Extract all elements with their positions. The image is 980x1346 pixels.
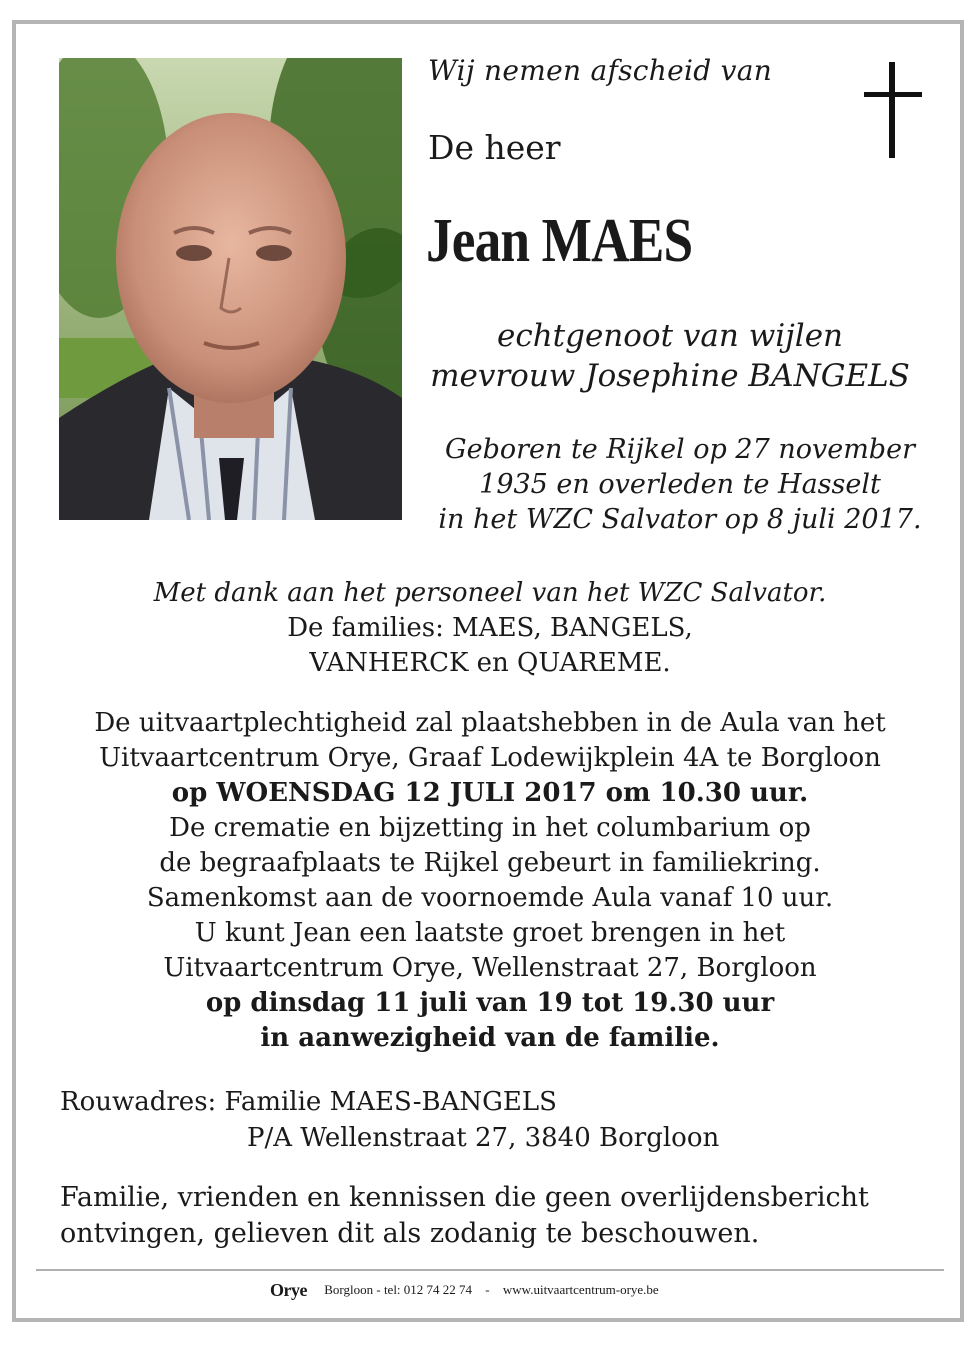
ceremony-line: De crematie en bijzetting in het columbarium op <box>169 813 811 843</box>
footer <box>270 1280 669 1301</box>
intro-text: Wij nemen afscheid van <box>428 54 773 87</box>
portrait-photo <box>59 58 402 520</box>
visitation-date: op dinsdag 11 juli van 19 tot 19.30 uur <box>205 988 775 1018</box>
families-line: De families: MAES, BANGELS, <box>287 613 693 643</box>
spouse-line: echtgenoot van wijlen <box>496 318 844 354</box>
footer-divider <box>36 1269 944 1271</box>
ceremony-date: op WOENSDAG 12 JULI 2017 om 10.30 uur. <box>171 778 809 808</box>
deceased-name: Jean MAES <box>426 207 693 275</box>
ceremony-line: Uitvaartcentrum Orye, Graaf Lodewijkplein 4A te Borgloon <box>99 743 881 773</box>
footer-website[interactable]: www.uitvaartcentrum-orye.be <box>502 1282 659 1297</box>
birth-line: Geboren te Rijkel op 27 november <box>445 434 915 465</box>
spouse-block <box>410 316 930 396</box>
thanks-line: Met dank aan het personeel van het WZC Salvator. <box>153 578 827 608</box>
thanks-block <box>40 576 940 681</box>
closing-line: ontvingen, gelieven dit als zodanig te beschouwen. <box>60 1218 760 1249</box>
ceremony-block <box>20 706 960 1056</box>
address-line: P/A Wellenstraat 27, 3840 Borgloon <box>247 1123 720 1153</box>
ceremony-line: Samenkomst aan de voornoemde Aula vanaf 10 uur. <box>146 883 834 913</box>
footer-phone: Borgloon - tel: 012 74 22 74 <box>324 1282 473 1297</box>
ceremony-line: Uitvaartcentrum Orye, Wellenstraat 27, Borgloon <box>163 953 817 983</box>
footer-separator: - <box>485 1282 490 1297</box>
closing-line: Familie, vrienden en kennissen die geen overlijdensbericht <box>60 1182 869 1213</box>
families-line: VANHERCK en QUAREME. <box>309 648 671 678</box>
funeral-home-logo: Orye <box>270 1280 307 1300</box>
mourning-address <box>60 1084 719 1156</box>
birth-block <box>410 432 950 537</box>
visitation-note: in aanwezigheid van de familie. <box>260 1023 720 1053</box>
ceremony-line: De uitvaartplechtigheid zal plaatshebben in de Aula van het <box>94 708 886 738</box>
spouse-line: mevrouw Josephine BANGELS <box>430 358 910 394</box>
closing-text <box>60 1180 869 1252</box>
ceremony-line: de begraafplaats te Rijkel gebeurt in familiekring. <box>159 848 821 878</box>
birth-line: 1935 en overleden te Hasselt <box>479 469 881 500</box>
title-text: De heer <box>428 128 561 167</box>
ceremony-line: U kunt Jean een laatste groet brengen in het <box>194 918 786 948</box>
cross-icon <box>864 62 922 158</box>
address-line: Rouwadres: Familie MAES-BANGELS <box>60 1087 557 1117</box>
birth-line: in het WZC Salvator op 8 juli 2017. <box>438 504 922 535</box>
